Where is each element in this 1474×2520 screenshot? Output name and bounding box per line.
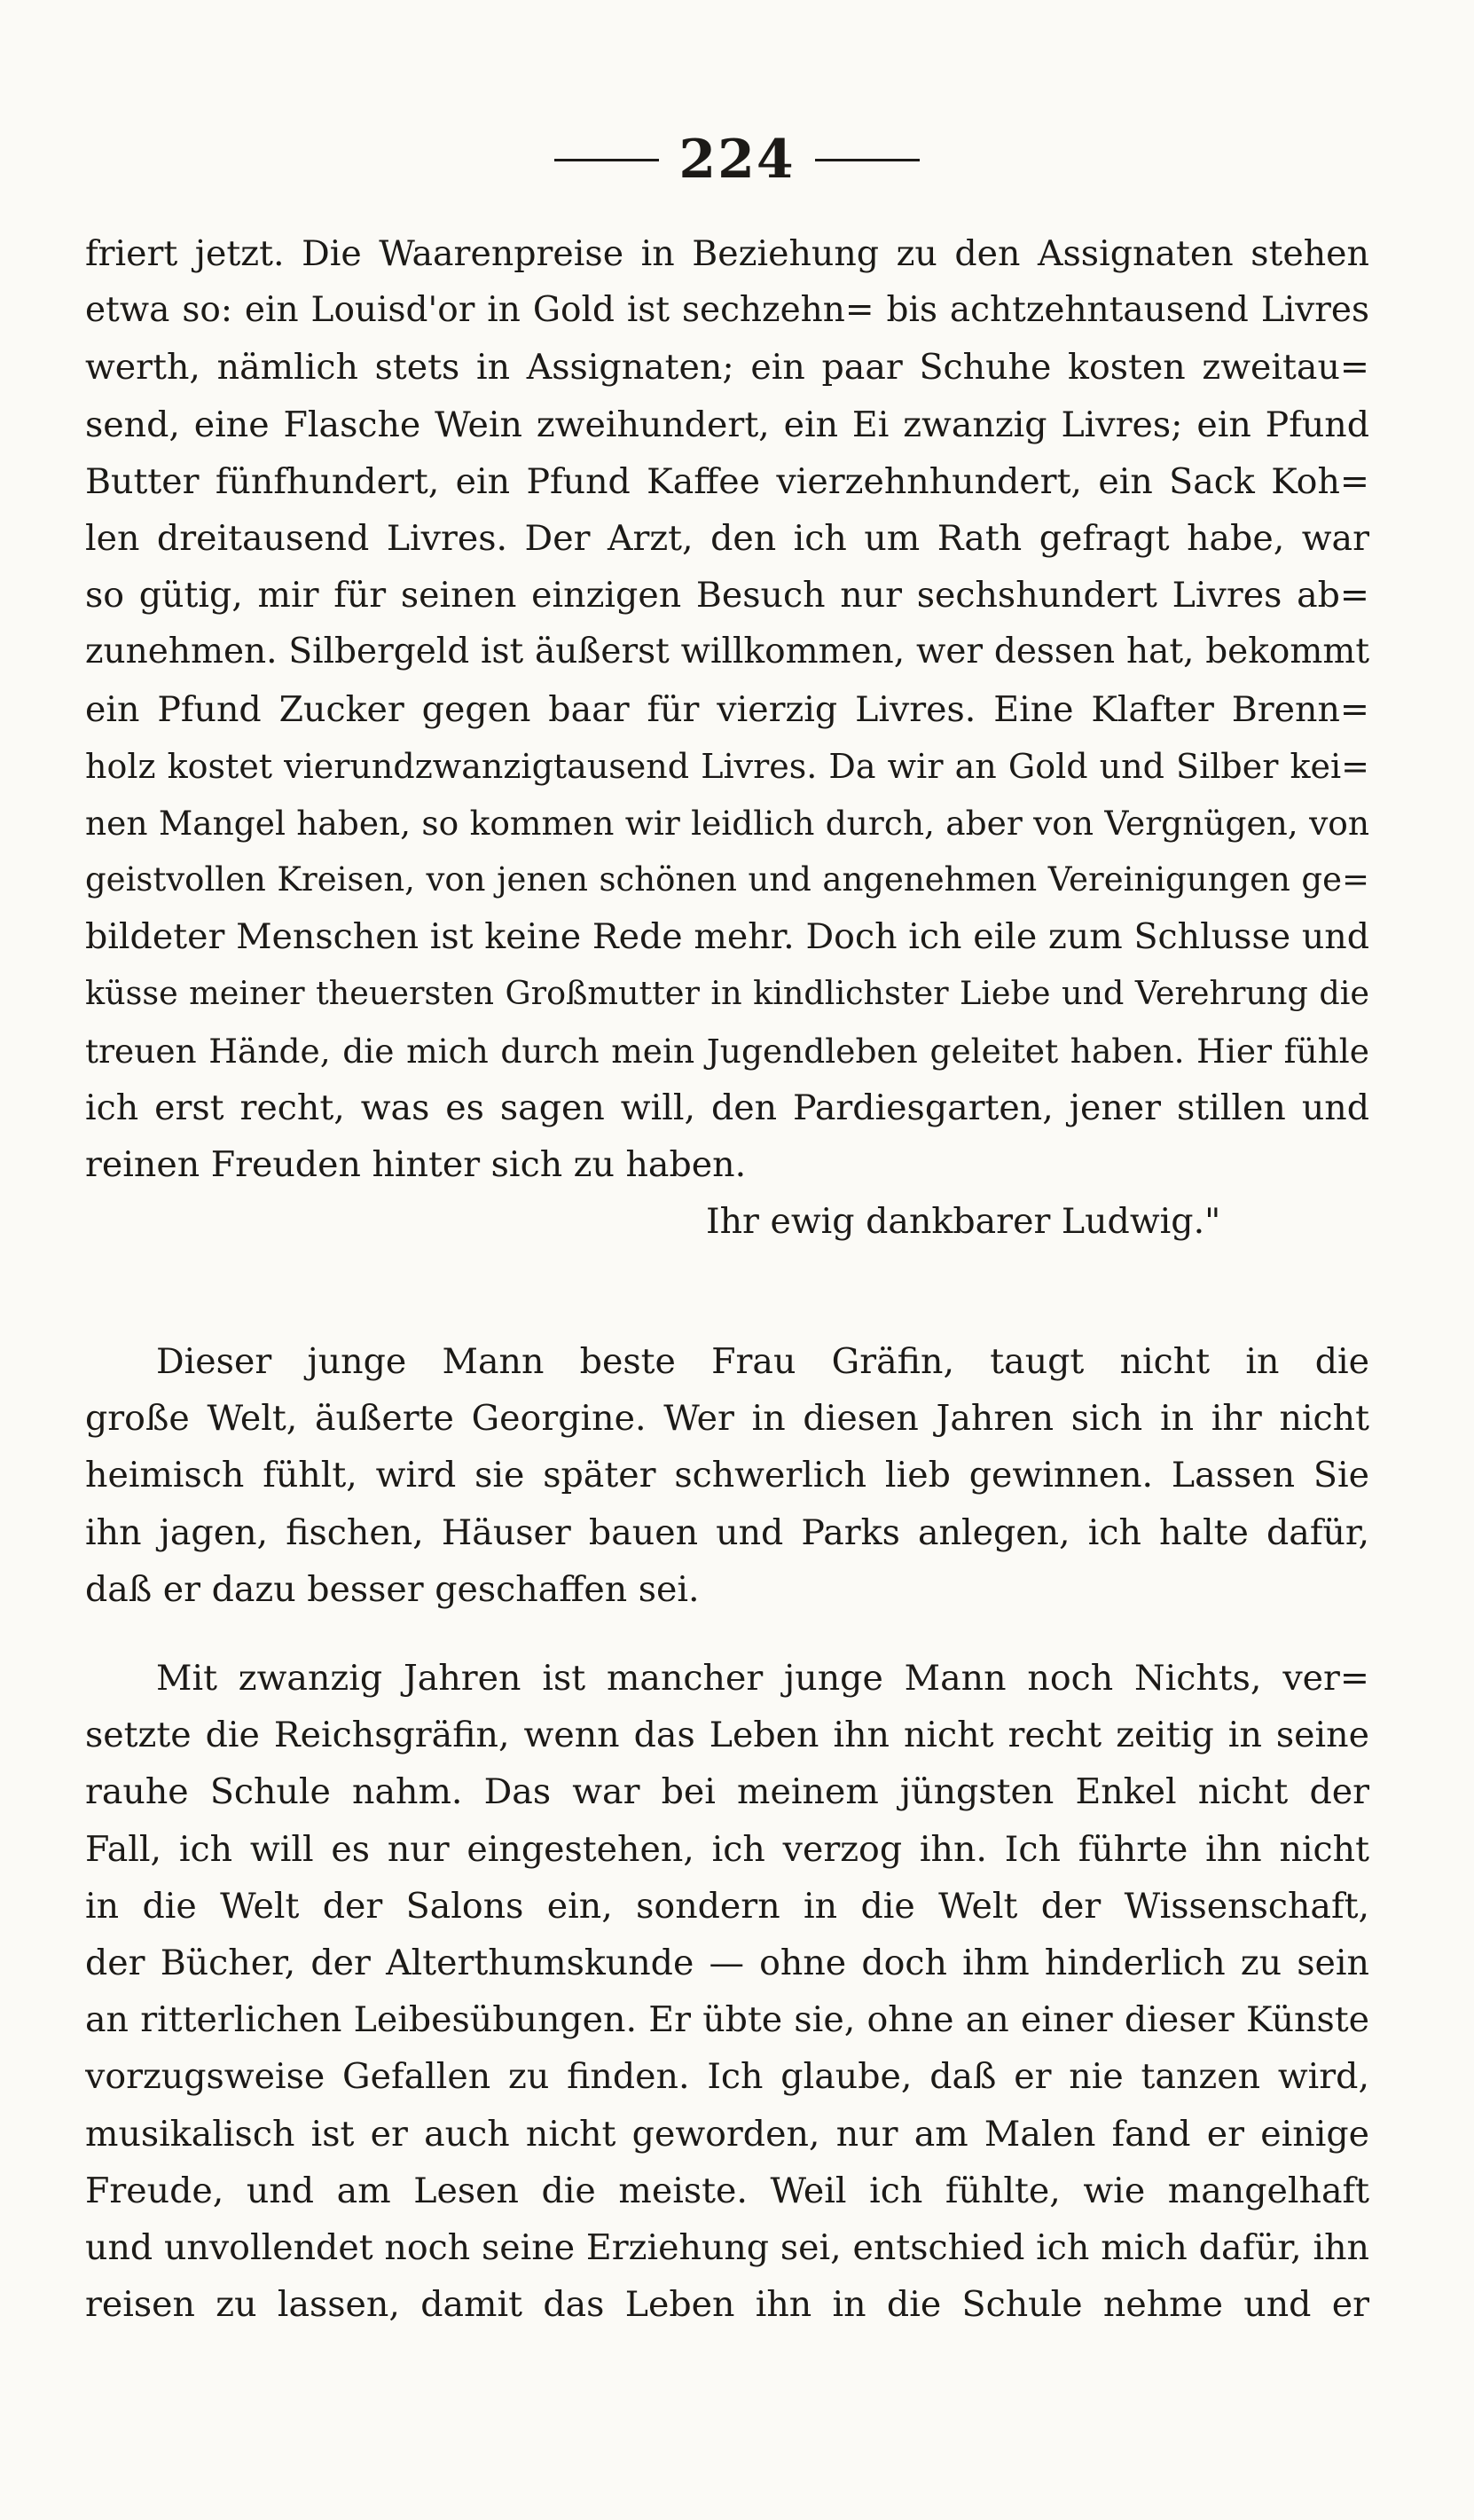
text-line: daß er dazu besser geschaffen sei. — [85, 1568, 700, 1610]
text-line: len dreitausend Livres. Der Arzt, den ich um Rath gefragt habe, war — [85, 517, 1369, 559]
text-line: friert jetzt. Die Waarenpreise in Beziehung zu den Assignaten stehen — [85, 233, 1369, 274]
text-line: an ritterlichen Leibesübungen. Er übte sie, ohne an einer dieser Künste — [85, 1999, 1369, 2041]
text-line: send, eine Flasche Wein zweihundert, ein Ei zwanzig Livres; ein Pfund — [85, 404, 1369, 445]
text-line: treuen Hände, die mich durch mein Jugendleben geleitet haben. Hier fühle — [85, 1031, 1369, 1071]
text-line: ich erst recht, was es sagen will, den Pardiesgarten, jener stillen und — [85, 1087, 1369, 1128]
letter-signature: Ihr ewig dankbarer Ludwig." — [706, 1201, 1221, 1243]
text-line: große Welt, äußerte Georgine. Wer in diesen Jahren sich in ihr nicht — [85, 1398, 1369, 1440]
page-number: 224 — [678, 129, 796, 191]
text-line: und unvollendet noch seine Erziehung sei, entschied ich mich dafür, ihn — [85, 2226, 1369, 2268]
page-header — [0, 124, 1474, 195]
text-line: Mit zwanzig Jahren ist mancher junge Mann noch Nichts, ver= — [156, 1658, 1369, 1699]
text-line: ihn jagen, fischen, Häuser bauen und Parks anlegen, ich halte dafür, — [85, 1511, 1369, 1553]
text-line: bildeter Menschen ist keine Rede mehr. Doch ich eile zum Schlusse und — [85, 916, 1369, 958]
text-line: musikalisch ist er auch nicht geworden, nur am Malen fand er einige — [85, 2113, 1369, 2155]
text-line: setzte die Reichsgräfin, wenn das Leben ihn nicht recht zeitig in seine — [85, 1715, 1369, 1756]
text-line: heimisch fühlt, wird sie später schwerlich lieb gewinnen. Lassen Sie — [85, 1455, 1369, 1496]
paragraph-reichsgraefin — [85, 1650, 1369, 2333]
text-line: vorzugsweise Gefallen zu finden. Ich glaube, daß er nie tanzen wird, — [85, 2056, 1369, 2098]
text-line: rauhe Schule nahm. Das war bei meinem jüngsten Enkel nicht der — [85, 1771, 1369, 1813]
text-line: reinen Freuden hinter sich zu haben. — [85, 1144, 747, 1185]
text-line: küsse meiner theuersten Großmutter in kindlichster Liebe und Verehrung die — [85, 974, 1369, 1013]
header-rule-left — [554, 159, 659, 161]
text-line: nen Mangel haben, so kommen wir leidlich durch, aber von Vergnügen, von — [85, 803, 1369, 843]
text-line: geistvollen Kreisen, von jenen schönen und angenehmen Vereinigungen ge= — [85, 860, 1369, 899]
text-line: der Bücher, der Alterthumskunde — ohne doch ihm hinderlich zu sein — [85, 1942, 1369, 1983]
text-line: Fall, ich will es nur eingestehen, ich verzog ihn. Ich führte ihn nicht — [85, 1828, 1369, 1870]
text-line: Dieser junge Mann beste Frau Gräfin, taugt nicht in die — [156, 1341, 1369, 1382]
text-line: werth, nämlich stets in Assignaten; ein paar Schuhe kosten zweitau= — [85, 347, 1369, 389]
text-line: zunehmen. Silbergeld ist äußerst willkommen, wer dessen hat, bekommt — [85, 632, 1369, 672]
text-line: so gütig, mir für seinen einzigen Besuch nur sechshundert Livres ab= — [85, 575, 1369, 616]
text-line: etwa so: ein Louisd'or in Gold ist sechzehn= bis achtzehntausend Livres — [85, 290, 1369, 331]
text-line: ein Pfund Zucker gegen baar für vierzig Livres. Eine Klafter Brenn= — [85, 688, 1369, 730]
text-line: Butter fünfhundert, ein Pfund Kaffee vierzehnhundert, ein Sack Koh= — [85, 460, 1369, 502]
text-line: holz kostet vierundzwanzigtausend Livres. Da wir an Gold und Silber kei= — [85, 746, 1369, 786]
text-line: Freude, und am Lesen die meiste. Weil ich fühlte, wie mangelhaft — [85, 2170, 1369, 2211]
text-line: reisen zu lassen, damit das Leben ihn in die Schule nehme und er — [85, 2284, 1369, 2326]
paragraph-georgine — [85, 1333, 1369, 1618]
paragraph-letter — [85, 225, 1369, 1250]
text-line: in die Welt der Salons ein, sondern in die Welt der Wissenschaft, — [85, 1885, 1369, 1927]
header-rule-right — [815, 159, 920, 161]
